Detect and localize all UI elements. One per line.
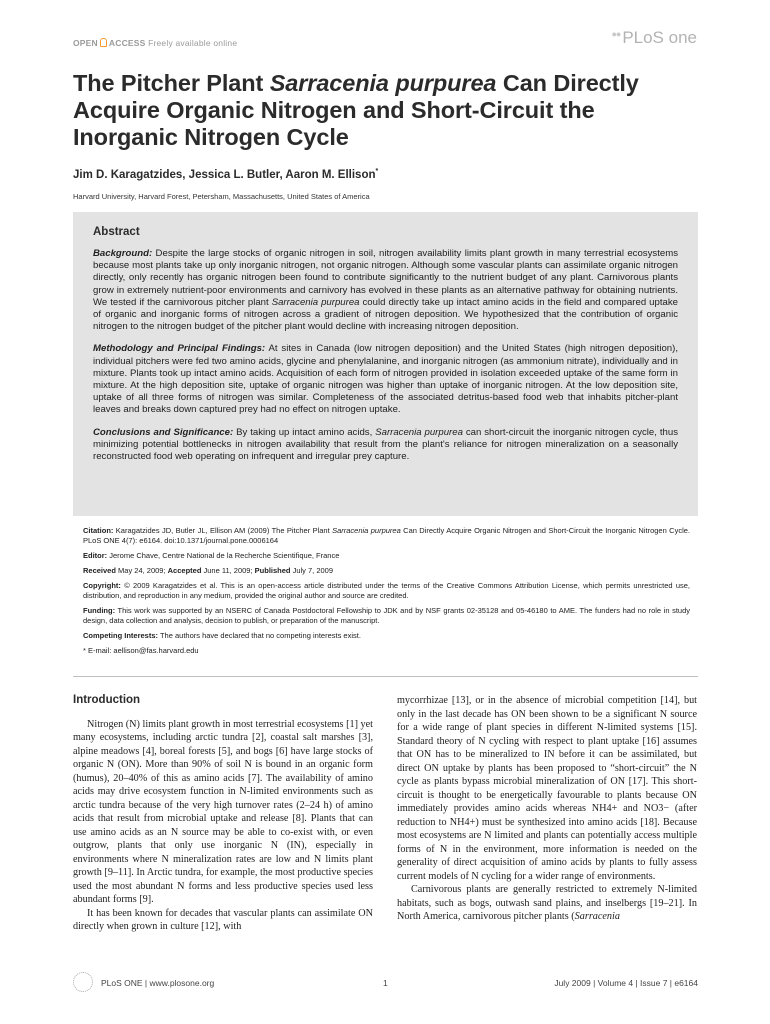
intro-paragraph-2-cont: mycorrhizae [13], or in the absence of microbial competition [14], but only in the last decade has ON been shown to be a significant N source for a wide range of plant species in different N-limited systems [15]. Standard theory of N cycling with respect to plant uptake [16] assumes that ON has to be mineralized to IN before it can be assimilated, but direct ON uptake by plants has been proposed to “short-circuit” the N cycle as plants bypass microbial mineralization of ON [17]. This short-circuit is thought to be energetically favourable to plants because ON immediately provides amino acids whereas NH4+ and NO3− (after reduction to NH4+) must be synthesized into amino acids [18]. Because most ecosystems are N limited and plants can potentially access multiple forms of N in the environment, more information is needed on the generality of direct acquisition of amino acids by plants to fully assess current models of N cycling for a wider range of environments. xyxy=(397,695,697,882)
funding-text: This work was supported by an NSERC of Canada Postdoctoral Fellowship to JDK and by NSF grants 02-35128 and 05-46180 to AME. The funders had no role in study design, data collection and analysis, decision to publish, or preparation of the manuscript. xyxy=(83,606,690,625)
background-label: Background: xyxy=(93,248,153,259)
abstract-conclusions xyxy=(93,427,678,464)
article-title xyxy=(73,70,703,151)
copyright xyxy=(83,581,690,601)
abstract-methods xyxy=(93,343,678,416)
title-part-2: Can Directly Acquire Organic Nitrogen and Short-Circuit the Inorganic Nitrogen Cycle xyxy=(73,70,639,150)
conclusions-text-2: can short-circuit the inorganic nitrogen cycle, thus minimizing potential bottlenecks in nitrogen availability that result from the plant's reliance for nitrogen mineralization on a seasonally reconstructed food web operating on infrequent and irregular prey capture. xyxy=(93,426,678,463)
conclusions-text-1: By taking up intact amino acids, xyxy=(233,426,376,438)
conclusions-label: Conclusions and Significance: xyxy=(93,426,234,438)
methods-text: At sites in Canada (low nitrogen deposition) and the United States (high nitrogen deposition), individual pitchers were fed two amino acids, glycine and phenylalanine, and inorganic nitrogen (as ammonium nitrate), individually and in mixture. Plants took up intact amino acids. Acquisition of each form of nitrogen provided in isolation exceeded uptake of the same form in mixture. At the high deposition site, uptake of organic nitrogen was higher than uptake of inorganic nitrogen. At the low deposition site, uptake of all three forms of nitrogen was similar. Completeness of the associated detritus-based food web that inhabits pitcher-plant leaves and breaks down captured prey had no effect on nitrogen uptake. xyxy=(93,343,679,416)
editor-label: Editor: xyxy=(83,551,108,560)
authors-text: Jim D. Karagatzides, Jessica L. Butler, Aaron M. Ellison xyxy=(73,168,376,181)
competing-text: The authors have declared that no competing interests exist. xyxy=(158,631,361,640)
competing-label: Competing Interests: xyxy=(83,631,159,640)
title-part-1: The Pitcher Plant xyxy=(73,70,270,96)
email: * E-mail: aellison@fas.harvard.edu xyxy=(83,646,199,655)
methods-label: Methodology and Principal Findings: xyxy=(93,343,266,355)
intro-paragraph-2: It has been known for decades that vascular plants can assimilate ON directly when grown in culture [12], with xyxy=(73,907,373,932)
editor-text: Jerome Chave, Centre National de la Recherche Scientifique, France xyxy=(107,551,340,560)
open-access-banner xyxy=(73,38,237,48)
journal-logo-text: PLoS one xyxy=(622,28,697,47)
metadata-divider xyxy=(73,676,698,677)
published-label: Published xyxy=(254,566,291,575)
open-access-lock-icon xyxy=(100,38,107,47)
accepted-label: Accepted xyxy=(167,566,202,575)
abstract-heading: Abstract xyxy=(93,226,140,238)
background-text-2: could directly take up intact amino acids in the field and compared uptake of organic and inorganic forms of nitrogen across a gradient of nitrogen deposition. We hypothesized that the contribution of organic nitrogen to the nitrogen budget of the pitcher plant would decline with increasing nitrogen deposition. xyxy=(93,296,678,333)
background-species: Sarracenia purpurea xyxy=(271,296,360,308)
copyright-label: Copyright: xyxy=(83,581,121,590)
abstract-box xyxy=(73,212,698,516)
page-number: 1 xyxy=(383,978,388,988)
editor xyxy=(83,551,690,561)
abstract-background xyxy=(93,248,678,333)
freely-available-label: Freely available online xyxy=(148,38,238,48)
funding-label: Funding: xyxy=(83,606,116,615)
citation xyxy=(83,526,690,546)
background-text-1: Despite the large stocks of organic nitrogen in soil, nitrogen availability limits plant growth in many terrestrial ecosystems because most plants take up only inorganic nitrogen, not organic nitrogen. Although some vascular plants can assimilate organic nitrogen directly, only recently has organic nitrogen been found to contribute significantly to the nutrient budget of any plant. Carnivorous plants grow in extremely nutrient-poor environments and carnivory has evolved in these plants as an alternative pathway for obtaining nutrients. We tested if the carnivorous pitcher plant xyxy=(93,248,678,308)
citation-species: Sarracenia purpurea xyxy=(332,526,401,535)
intro-paragraph-3 xyxy=(397,883,697,924)
article-metadata xyxy=(83,526,690,661)
intro-paragraph-1: Nitrogen (N) limits plant growth in most terrestrial ecosystems [1] yet many ecosystems, including arctic tundra [2], coastal salt marshes [3], alpine meadows [4], boreal forests [5], and bogs [6] have large stocks of organic N (ON). More than 90% of soil N is bound in an organic form (humus), 20–40% of this as amino acids [7]. The availability of amino acids may drive ecosystem function in N-limited environments such as arctic tundra because of the very high turnover rates (2–24 h) of amino acids that result from microbial uptake and release [8]. Plants that can use amino acids as an N source may be able to co-exist with, or even outgrow, plants that only use inorganic N (IN), especially in environments where N mineralization rates are low and N limits plant growth [9–11]. In Arctic tundra, for example, the most productive species used the most abundant N forms and less productive species used less abundant forms [9]. xyxy=(73,718,373,905)
received-text: May 24, 2009; xyxy=(115,566,168,575)
dates xyxy=(83,566,690,576)
body-column-left xyxy=(73,694,373,934)
accepted-text: June 11, 2009; xyxy=(201,566,255,575)
author-list xyxy=(73,168,378,181)
intro-paragraph-3-text: Carnivorous plants are generally restricted to extremely N-limited habitats, such as bogs, outwash sand plains, and inselbergs [19–21]. In North America, carnivorous pitcher plants ( xyxy=(397,884,697,922)
competing-interests xyxy=(83,631,690,641)
corresponding-mark: * xyxy=(375,168,379,175)
received-label: Received xyxy=(83,566,116,575)
journal-logo xyxy=(611,28,697,48)
footer-journal: PLoS ONE | www.plosone.org xyxy=(101,978,215,988)
copyright-text: © 2009 Karagatzides et al. This is an open-access article distributed under the terms of the Creative Commons Attribution License, which permits unrestricted use, distribution, and reproduction in any medium, provided the original author and source are credited. xyxy=(83,581,690,600)
introduction-heading: Introduction xyxy=(73,694,141,706)
intro-paragraph-3-species: Sarracenia xyxy=(574,911,620,922)
plos-one-footer-logo-icon xyxy=(73,972,93,992)
page-footer xyxy=(73,972,698,998)
citation-text-2: Can Directly Acquire Organic Nitrogen and Short-Circuit the Inorganic Nitrogen Cycle. PLoS ONE 4(7): e6164. doi:10.1371/journal.pone.0006164 xyxy=(83,526,690,545)
affiliation: Harvard University, Harvard Forest, Petersham, Massachusetts, United States of America xyxy=(73,192,370,201)
open-label: OPEN xyxy=(73,38,98,48)
citation-text-1: Karagatzides JD, Butler JL, Ellison AM (2009) The Pitcher Plant xyxy=(113,526,333,535)
access-label: ACCESS xyxy=(108,38,146,48)
logo-dots-icon: ●● xyxy=(611,29,621,39)
citation-label: Citation: xyxy=(83,526,114,535)
body-column-right xyxy=(397,694,697,924)
conclusions-species: Sarracenia purpurea xyxy=(375,426,463,438)
published-text: July 7, 2009 xyxy=(290,566,334,575)
funding xyxy=(83,606,690,626)
title-species: Sarracenia purpurea xyxy=(269,70,497,96)
footer-issue: July 2009 | Volume 4 | Issue 7 | e6164 xyxy=(554,978,698,988)
